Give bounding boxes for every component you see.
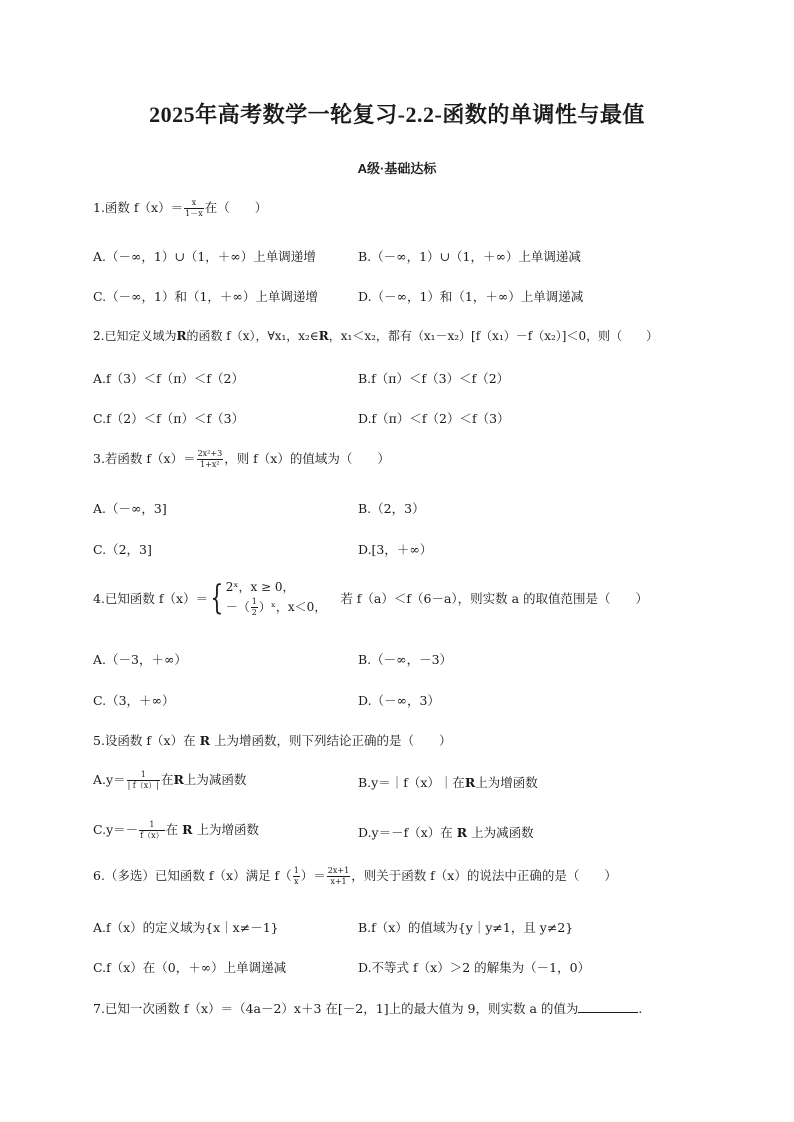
q4-case-2-a: －（ (225, 600, 250, 614)
q5-a-r: R (173, 772, 184, 787)
q3-prefix: 3.若函数 f（x）＝ (93, 451, 196, 466)
q7-end: . (638, 1001, 643, 1016)
q5-a-post: 在 (160, 772, 174, 787)
q1-prefix: 1.函数 (93, 200, 130, 215)
q5-b-pre: B.y＝｜f（x）｜在 (358, 775, 465, 790)
q4-option-a: A.（－3，＋∞） (93, 652, 187, 667)
q1-fraction (184, 198, 204, 219)
q6-suffix: ，则关于函数 f（x）的说法中正确的是（ ） (351, 868, 617, 883)
q4-case-2-b: ）ˣ，x＜0， (258, 600, 327, 614)
q5-a-pre: A.y＝ (93, 772, 126, 787)
page-title: 2025年高考数学一轮复习-2.2-函数的单调性与最值 (149, 102, 645, 127)
q5-a-num: 1 (127, 770, 160, 781)
q6-den-1: x (293, 877, 299, 886)
question-7 (93, 999, 642, 1017)
q5-option-a (93, 770, 246, 791)
q1-option-c: C.（－∞，1）和（1，＋∞）上单调递增 (93, 289, 318, 304)
q5-b-r: R (464, 775, 476, 790)
q4-option-c: C.（3，＋∞） (93, 693, 175, 708)
q5-a-fraction (127, 770, 160, 791)
q4-case-2-fraction (251, 597, 258, 618)
q6-option-b: B.f（x）的值域为{y｜y≠1，且 y≠2} (358, 920, 574, 935)
q3-denominator: 1+x² (200, 460, 220, 469)
q1-option-b: B.（－∞，1）∪（1，＋∞）上单调递减 (358, 249, 581, 264)
q7-answer-blank[interactable] (578, 1002, 638, 1013)
q5-c-post: 在 (165, 822, 179, 837)
q6-option-d: D.不等式 f（x）＞2 的解集为（－1，0） (358, 960, 591, 975)
question-4 (93, 578, 648, 618)
q5-d-pre: D.y＝－f（x）在 (358, 825, 453, 840)
q1-suffix: 在（ ） (204, 200, 268, 215)
q5-suffix: 上为增函数，则下列结论正确的是（ ） (213, 733, 452, 748)
q6-den-2: x+1 (330, 877, 347, 886)
q5-c-pre: C.y＝－ (93, 822, 139, 837)
q2-domain-r: R (176, 329, 187, 343)
q6-num-1: 1 (293, 866, 299, 875)
q3-suffix: ，则 f（x）的值域为（ ） (224, 451, 390, 466)
q6-option-c: C.f（x）在（0，＋∞）上单调递减 (93, 960, 287, 975)
q2-option-d: D.f（π）＜f（2）＜f（3） (358, 411, 510, 426)
section-subtitle: A级·基础达标 (357, 161, 437, 176)
q4-option-d: D.（－∞，3） (358, 693, 440, 708)
q2-text-b: 的函数 f（x），∀x₁，x₂∈ (186, 329, 319, 343)
q5-option-d (358, 823, 534, 841)
q5-a-end: 上为减函数 (183, 772, 247, 787)
q6-num-2: 2x+1 (327, 866, 350, 875)
q4-case-2-den: 2 (251, 608, 257, 617)
q1-numerator: x (184, 198, 204, 209)
q5-d-r: R (456, 825, 468, 840)
q4-brace: { (210, 578, 224, 618)
q1-option-a: A.（－∞，1）∪（1，＋∞）上单调递增 (93, 249, 316, 264)
q1-fx: f（x）＝ (133, 200, 184, 215)
q2-text-a: 2.已知定义域为 (93, 329, 177, 343)
q4-case-1: 2ˣ，x ≥ 0， (225, 580, 295, 594)
q6-fraction-2 (327, 866, 350, 887)
q5-a-den: | f（x）| (127, 781, 159, 790)
q5-domain-r: R (199, 733, 210, 748)
question-6 (93, 866, 617, 887)
q6-option-a: A.f（x）的定义域为{x｜x≠－1} (93, 920, 279, 935)
q5-c-den: f（x） (140, 831, 164, 840)
q2-domain-r-2: R (318, 329, 329, 343)
question-5 (93, 731, 451, 749)
q4-option-b: B.（－∞，－3） (358, 652, 453, 667)
q4-case-2-num: 1 (251, 597, 257, 606)
q5-c-end: 上为增函数 (196, 822, 260, 837)
question-1 (93, 198, 267, 219)
q5-c-fraction (139, 820, 164, 841)
q5-option-b (358, 773, 538, 791)
q6-fraction-1 (293, 866, 300, 887)
q6-prefix: 6.（多选）已知函数 f（x）满足 f（ (93, 868, 292, 883)
q1-option-d: D.（－∞，1）和（1，＋∞）上单调递减 (358, 289, 584, 304)
question-3 (93, 449, 390, 470)
q7-text: 7.已知一次函数 f（x）＝（4a－2）x＋3 在[－2，1]上的最大值为 9，则实数 a 的值为 (93, 1001, 579, 1016)
q3-option-d: D.[3，＋∞） (358, 542, 433, 557)
q3-option-c: C.（2，3] (93, 542, 152, 557)
q5-c-num: 1 (139, 820, 164, 831)
q4-suffix: 若 f（a）＜f（6－a），则实数 a 的取值范围是（ ） (340, 591, 649, 606)
q3-fraction (197, 449, 224, 470)
q4-prefix: 4.已知函数 f（x）＝ (93, 591, 209, 606)
q5-b-end: 上为增函数 (475, 775, 538, 790)
q2-option-b: B.f（π）＜f（3）＜f（2） (358, 371, 510, 386)
q2-text-c: ，x₁＜x₂，都有（x₁－x₂）[f（x₁）－f（x₂）]＜0，则（ ） (328, 329, 659, 343)
q4-case-2 (226, 597, 327, 618)
q5-d-end: 上为减函数 (471, 825, 534, 840)
q4-cases (226, 578, 327, 618)
q5-option-c (93, 820, 259, 841)
q6-mid: ）＝ (300, 868, 326, 883)
question-2 (93, 327, 658, 344)
q3-numerator: 2x²+3 (197, 449, 223, 458)
q5-c-r: R (182, 822, 193, 837)
q3-option-b: B.（2，3） (358, 501, 425, 516)
q5-prefix: 5.设函数 f（x）在 (93, 733, 196, 748)
q2-option-c: C.f（2）＜f（π）＜f（3） (93, 411, 245, 426)
q2-option-a: A.f（3）＜f（π）＜f（2） (93, 371, 245, 386)
q3-option-a: A.（－∞，3] (93, 501, 167, 516)
q1-denominator: 1－x (185, 209, 203, 218)
